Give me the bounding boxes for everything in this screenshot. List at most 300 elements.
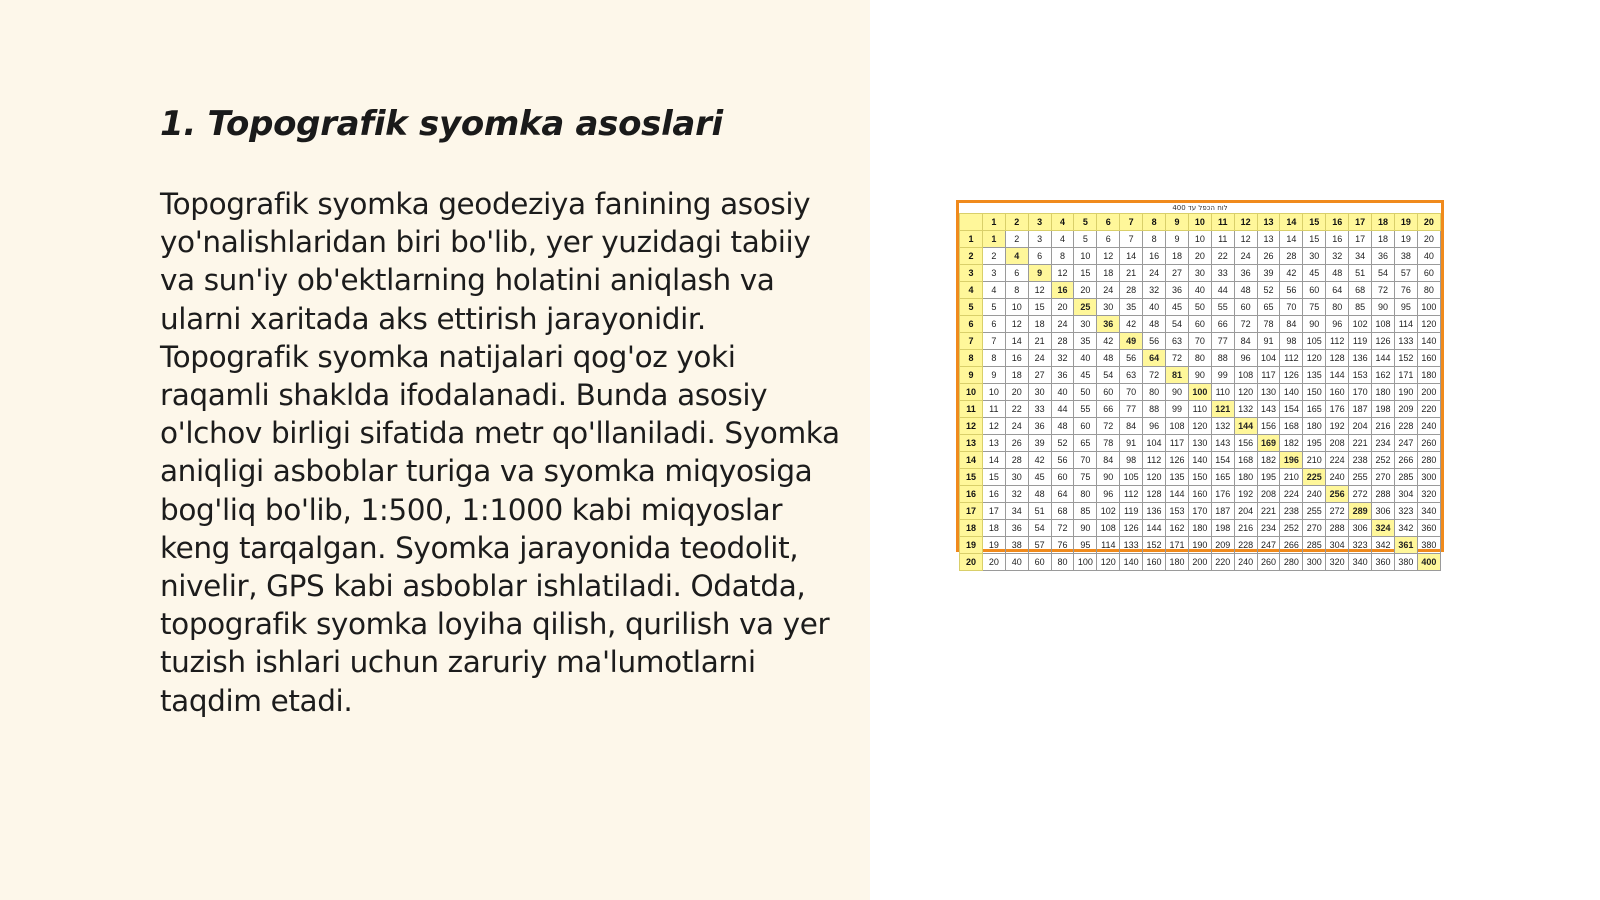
table-cell: 112 bbox=[1143, 452, 1166, 469]
table-cell: 85 bbox=[1074, 503, 1097, 520]
table-header-row bbox=[960, 214, 1441, 231]
table-cell: 220 bbox=[1417, 401, 1440, 418]
row-header: 6 bbox=[960, 316, 983, 333]
table-cell: 255 bbox=[1303, 503, 1326, 520]
table-cell: 35 bbox=[1120, 299, 1143, 316]
table-cell: 117 bbox=[1257, 367, 1280, 384]
table-cell: 200 bbox=[1188, 554, 1211, 571]
table-cell: 165 bbox=[1303, 401, 1326, 418]
table-cell: 221 bbox=[1349, 435, 1372, 452]
table-cell: 14 bbox=[982, 452, 1005, 469]
table-cell: 119 bbox=[1349, 333, 1372, 350]
row-header: 16 bbox=[960, 486, 983, 503]
table-cell: 24 bbox=[1097, 282, 1120, 299]
table-cell: 192 bbox=[1234, 486, 1257, 503]
multiplication-table bbox=[959, 213, 1441, 571]
table-cell: 342 bbox=[1372, 537, 1395, 554]
table-cell: 104 bbox=[1143, 435, 1166, 452]
table-cell: 320 bbox=[1326, 554, 1349, 571]
table-cell: 60 bbox=[1234, 299, 1257, 316]
table-row bbox=[960, 554, 1441, 571]
table-cell: 380 bbox=[1417, 537, 1440, 554]
row-header: 11 bbox=[960, 401, 983, 418]
table-cell: 119 bbox=[1120, 503, 1143, 520]
table-cell: 195 bbox=[1303, 435, 1326, 452]
table-cell: 247 bbox=[1257, 537, 1280, 554]
square-cell: 4 bbox=[1005, 248, 1028, 265]
table-cell: 90 bbox=[1166, 384, 1189, 401]
square-cell: 225 bbox=[1303, 469, 1326, 486]
table-cell: 144 bbox=[1372, 350, 1395, 367]
square-cell: 361 bbox=[1394, 537, 1417, 554]
table-cell: 12 bbox=[1028, 282, 1051, 299]
table-row bbox=[960, 537, 1441, 554]
table-cell: 143 bbox=[1211, 435, 1234, 452]
table-cell: 210 bbox=[1280, 469, 1303, 486]
table-cell: 32 bbox=[1051, 350, 1074, 367]
table-cell: 36 bbox=[1005, 520, 1028, 537]
table-cell: 10 bbox=[1074, 248, 1097, 265]
table-cell: 180 bbox=[1234, 469, 1257, 486]
table-cell: 22 bbox=[1005, 401, 1028, 418]
table-cell: 42 bbox=[1120, 316, 1143, 333]
table-cell: 90 bbox=[1097, 469, 1120, 486]
table-cell: 39 bbox=[1257, 265, 1280, 282]
table-cell: 144 bbox=[1143, 520, 1166, 537]
table-cell: 6 bbox=[1097, 231, 1120, 248]
table-cell: 7 bbox=[1120, 231, 1143, 248]
table-cell: 187 bbox=[1211, 503, 1234, 520]
table-cell: 48 bbox=[1097, 350, 1120, 367]
table-cell: 60 bbox=[1051, 469, 1074, 486]
table-cell: 39 bbox=[1028, 435, 1051, 452]
table-cell: 64 bbox=[1326, 282, 1349, 299]
table-row bbox=[960, 503, 1441, 520]
table-cell: 114 bbox=[1097, 537, 1120, 554]
table-cell: 28 bbox=[1120, 282, 1143, 299]
table-cell: 84 bbox=[1097, 452, 1120, 469]
table-cell: 12 bbox=[1234, 231, 1257, 248]
table-row bbox=[960, 384, 1441, 401]
table-cell: 72 bbox=[1166, 350, 1189, 367]
table-cell: 40 bbox=[1417, 248, 1440, 265]
table-cell: 34 bbox=[1349, 248, 1372, 265]
table-cell: 40 bbox=[1051, 384, 1074, 401]
table-cell: 36 bbox=[1166, 282, 1189, 299]
table-cell: 96 bbox=[1097, 486, 1120, 503]
table-cell: 80 bbox=[1143, 384, 1166, 401]
table-cell: 160 bbox=[1188, 486, 1211, 503]
table-cell: 132 bbox=[1234, 401, 1257, 418]
table-cell: 238 bbox=[1280, 503, 1303, 520]
table-cell: 342 bbox=[1394, 520, 1417, 537]
table-cell: 6 bbox=[1028, 248, 1051, 265]
table-cell: 6 bbox=[1005, 265, 1028, 282]
table-cell: 50 bbox=[1188, 299, 1211, 316]
table-cell: 16 bbox=[982, 486, 1005, 503]
table-cell: 9 bbox=[982, 367, 1005, 384]
table-cell: 72 bbox=[1234, 316, 1257, 333]
table-cell: 300 bbox=[1303, 554, 1326, 571]
table-cell: 234 bbox=[1257, 520, 1280, 537]
table-cell: 33 bbox=[1028, 401, 1051, 418]
table-cell: 140 bbox=[1120, 554, 1143, 571]
table-cell: 2 bbox=[1005, 231, 1028, 248]
table-cell: 182 bbox=[1257, 452, 1280, 469]
table-cell: 128 bbox=[1143, 486, 1166, 503]
table-cell: 288 bbox=[1372, 486, 1395, 503]
table-cell: 153 bbox=[1349, 367, 1372, 384]
table-row bbox=[960, 367, 1441, 384]
table-cell: 135 bbox=[1166, 469, 1189, 486]
table-cell: 55 bbox=[1074, 401, 1097, 418]
table-cell: 144 bbox=[1326, 367, 1349, 384]
table-cell: 56 bbox=[1051, 452, 1074, 469]
table-cell: 15 bbox=[982, 469, 1005, 486]
table-cell: 28 bbox=[1051, 333, 1074, 350]
slide-title: 1. Topografik syomka asoslari bbox=[160, 104, 723, 144]
table-cell: 50 bbox=[1074, 384, 1097, 401]
table-cell: 176 bbox=[1211, 486, 1234, 503]
table-cell: 30 bbox=[1028, 384, 1051, 401]
table-cell: 30 bbox=[1005, 469, 1028, 486]
column-header: 7 bbox=[1120, 214, 1143, 231]
table-cell: 4 bbox=[982, 282, 1005, 299]
table-cell: 135 bbox=[1303, 367, 1326, 384]
square-cell: 324 bbox=[1372, 520, 1395, 537]
table-cell: 133 bbox=[1120, 537, 1143, 554]
table-cell: 16 bbox=[1326, 231, 1349, 248]
table-cell: 2 bbox=[982, 248, 1005, 265]
table-cell: 36 bbox=[1234, 265, 1257, 282]
column-header: 18 bbox=[1372, 214, 1395, 231]
column-header: 14 bbox=[1280, 214, 1303, 231]
table-cell: 204 bbox=[1349, 418, 1372, 435]
column-header: 13 bbox=[1257, 214, 1280, 231]
table-cell: 60 bbox=[1097, 384, 1120, 401]
row-header: 3 bbox=[960, 265, 983, 282]
column-header: 2 bbox=[1005, 214, 1028, 231]
table-cell: 128 bbox=[1326, 350, 1349, 367]
table-row bbox=[960, 248, 1441, 265]
table-cell: 156 bbox=[1234, 435, 1257, 452]
table-cell: 75 bbox=[1074, 469, 1097, 486]
table-cell: 98 bbox=[1120, 452, 1143, 469]
table-cell: 24 bbox=[1005, 418, 1028, 435]
table-cell: 108 bbox=[1234, 367, 1257, 384]
column-header: 17 bbox=[1349, 214, 1372, 231]
table-cell: 18 bbox=[1005, 367, 1028, 384]
table-cell: 26 bbox=[1005, 435, 1028, 452]
table-cell: 51 bbox=[1349, 265, 1372, 282]
table-cell: 75 bbox=[1303, 299, 1326, 316]
table-row bbox=[960, 282, 1441, 299]
table-cell: 6 bbox=[982, 316, 1005, 333]
table-cell: 33 bbox=[1211, 265, 1234, 282]
table-cell: 153 bbox=[1166, 503, 1189, 520]
table-cell: 5 bbox=[982, 299, 1005, 316]
table-cell: 27 bbox=[1028, 367, 1051, 384]
table-cell: 285 bbox=[1394, 469, 1417, 486]
table-cell: 8 bbox=[982, 350, 1005, 367]
table-cell: 162 bbox=[1372, 367, 1395, 384]
table-row bbox=[960, 231, 1441, 248]
square-cell: 121 bbox=[1211, 401, 1234, 418]
table-cell: 98 bbox=[1280, 333, 1303, 350]
table-cell: 91 bbox=[1120, 435, 1143, 452]
table-cell: 42 bbox=[1280, 265, 1303, 282]
table-cell: 252 bbox=[1372, 452, 1395, 469]
table-cell: 13 bbox=[1257, 231, 1280, 248]
square-cell: 400 bbox=[1417, 554, 1440, 571]
table-cell: 80 bbox=[1074, 486, 1097, 503]
table-cell: 228 bbox=[1394, 418, 1417, 435]
table-cell: 60 bbox=[1028, 554, 1051, 571]
table-cell: 12 bbox=[982, 418, 1005, 435]
table-cell: 8 bbox=[1143, 231, 1166, 248]
row-header: 17 bbox=[960, 503, 983, 520]
table-cell: 30 bbox=[1303, 248, 1326, 265]
table-cell: 60 bbox=[1303, 282, 1326, 299]
row-header: 13 bbox=[960, 435, 983, 452]
table-cell: 152 bbox=[1394, 350, 1417, 367]
table-cell: 198 bbox=[1211, 520, 1234, 537]
table-cell: 85 bbox=[1349, 299, 1372, 316]
table-cell: 198 bbox=[1372, 401, 1395, 418]
table-cell: 117 bbox=[1166, 435, 1189, 452]
table-cell: 165 bbox=[1211, 469, 1234, 486]
table-cell: 380 bbox=[1394, 554, 1417, 571]
table-cell: 66 bbox=[1211, 316, 1234, 333]
table-row bbox=[960, 469, 1441, 486]
table-cell: 228 bbox=[1234, 537, 1257, 554]
table-cell: 130 bbox=[1257, 384, 1280, 401]
table-cell: 22 bbox=[1211, 248, 1234, 265]
table-row bbox=[960, 350, 1441, 367]
table-cell: 99 bbox=[1211, 367, 1234, 384]
table-cell: 24 bbox=[1234, 248, 1257, 265]
table-cell: 288 bbox=[1326, 520, 1349, 537]
table-cell: 70 bbox=[1074, 452, 1097, 469]
column-header: 4 bbox=[1051, 214, 1074, 231]
table-cell: 126 bbox=[1280, 367, 1303, 384]
table-cell: 112 bbox=[1326, 333, 1349, 350]
table-cell: 120 bbox=[1303, 350, 1326, 367]
table-cell: 272 bbox=[1349, 486, 1372, 503]
table-cell: 9 bbox=[1166, 231, 1189, 248]
column-header: 10 bbox=[1188, 214, 1211, 231]
table-cell: 209 bbox=[1394, 401, 1417, 418]
table-cell: 90 bbox=[1372, 299, 1395, 316]
table-cell: 170 bbox=[1349, 384, 1372, 401]
table-row bbox=[960, 316, 1441, 333]
row-header: 20 bbox=[960, 554, 983, 571]
table-cell: 360 bbox=[1417, 520, 1440, 537]
table-cell: 52 bbox=[1051, 435, 1074, 452]
table-cell: 120 bbox=[1188, 418, 1211, 435]
table-cell: 56 bbox=[1143, 333, 1166, 350]
table-cell: 10 bbox=[982, 384, 1005, 401]
table-cell: 48 bbox=[1326, 265, 1349, 282]
table-cell: 110 bbox=[1188, 401, 1211, 418]
table-cell: 176 bbox=[1326, 401, 1349, 418]
table-cell: 260 bbox=[1417, 435, 1440, 452]
table-cell: 104 bbox=[1257, 350, 1280, 367]
table-row bbox=[960, 452, 1441, 469]
table-cell: 63 bbox=[1120, 367, 1143, 384]
table-cell: 180 bbox=[1372, 384, 1395, 401]
table-cell: 54 bbox=[1097, 367, 1120, 384]
table-cell: 340 bbox=[1349, 554, 1372, 571]
table-cell: 3 bbox=[982, 265, 1005, 282]
table-cell: 44 bbox=[1211, 282, 1234, 299]
table-cell: 76 bbox=[1394, 282, 1417, 299]
table-cell: 28 bbox=[1005, 452, 1028, 469]
table-cell: 100 bbox=[1074, 554, 1097, 571]
table-cell: 12 bbox=[1005, 316, 1028, 333]
table-cell: 323 bbox=[1394, 503, 1417, 520]
table-cell: 105 bbox=[1303, 333, 1326, 350]
table-cell: 48 bbox=[1234, 282, 1257, 299]
table-cell: 17 bbox=[1349, 231, 1372, 248]
row-header: 2 bbox=[960, 248, 983, 265]
table-cell: 136 bbox=[1143, 503, 1166, 520]
table-cell: 156 bbox=[1257, 418, 1280, 435]
table-cell: 168 bbox=[1234, 452, 1257, 469]
table-cell: 108 bbox=[1097, 520, 1120, 537]
column-header: 11 bbox=[1211, 214, 1234, 231]
table-cell: 12 bbox=[1051, 265, 1074, 282]
table-cell: 220 bbox=[1211, 554, 1234, 571]
table-cell: 15 bbox=[1303, 231, 1326, 248]
table-cell: 30 bbox=[1074, 316, 1097, 333]
table-cell: 150 bbox=[1188, 469, 1211, 486]
square-cell: 289 bbox=[1349, 503, 1372, 520]
table-cell: 13 bbox=[982, 435, 1005, 452]
table-cell: 160 bbox=[1417, 350, 1440, 367]
table-cell: 18 bbox=[982, 520, 1005, 537]
table-cell: 36 bbox=[1028, 418, 1051, 435]
table-cell: 105 bbox=[1120, 469, 1143, 486]
table-cell: 17 bbox=[982, 503, 1005, 520]
table-cell: 108 bbox=[1372, 316, 1395, 333]
table-cell: 8 bbox=[1051, 248, 1074, 265]
table-cell: 18 bbox=[1372, 231, 1395, 248]
square-cell: 256 bbox=[1326, 486, 1349, 503]
table-cell: 208 bbox=[1326, 435, 1349, 452]
table-cell: 180 bbox=[1303, 418, 1326, 435]
table-cell: 60 bbox=[1417, 265, 1440, 282]
table-cell: 108 bbox=[1166, 418, 1189, 435]
table-cell: 5 bbox=[1074, 231, 1097, 248]
table-row bbox=[960, 299, 1441, 316]
table-cell: 63 bbox=[1166, 333, 1189, 350]
table-cell: 20 bbox=[1074, 282, 1097, 299]
table-cell: 247 bbox=[1394, 435, 1417, 452]
table-cell: 216 bbox=[1372, 418, 1395, 435]
row-header: 14 bbox=[960, 452, 983, 469]
table-cell: 132 bbox=[1211, 418, 1234, 435]
table-caption: לוח הכפל עד 400 bbox=[1172, 204, 1228, 212]
table-cell: 260 bbox=[1257, 554, 1280, 571]
table-cell: 80 bbox=[1051, 554, 1074, 571]
square-cell: 9 bbox=[1028, 265, 1051, 282]
table-cell: 110 bbox=[1211, 384, 1234, 401]
table-cell: 91 bbox=[1257, 333, 1280, 350]
table-cell: 285 bbox=[1303, 537, 1326, 554]
table-cell: 280 bbox=[1280, 554, 1303, 571]
table-cell: 216 bbox=[1234, 520, 1257, 537]
table-cell: 19 bbox=[1394, 231, 1417, 248]
table-cell: 11 bbox=[1211, 231, 1234, 248]
table-cell: 221 bbox=[1257, 503, 1280, 520]
table-corner-cell bbox=[960, 214, 983, 231]
table-cell: 45 bbox=[1028, 469, 1051, 486]
table-cell: 180 bbox=[1188, 520, 1211, 537]
table-cell: 66 bbox=[1097, 401, 1120, 418]
table-cell: 72 bbox=[1372, 282, 1395, 299]
table-cell: 8 bbox=[1005, 282, 1028, 299]
table-cell: 80 bbox=[1326, 299, 1349, 316]
table-cell: 40 bbox=[1074, 350, 1097, 367]
table-cell: 323 bbox=[1349, 537, 1372, 554]
table-cell: 224 bbox=[1280, 486, 1303, 503]
table-cell: 20 bbox=[982, 554, 1005, 571]
table-cell: 140 bbox=[1417, 333, 1440, 350]
table-cell: 70 bbox=[1188, 333, 1211, 350]
table-cell: 20 bbox=[1417, 231, 1440, 248]
table-cell: 180 bbox=[1166, 554, 1189, 571]
row-header: 8 bbox=[960, 350, 983, 367]
table-cell: 16 bbox=[1005, 350, 1028, 367]
table-cell: 300 bbox=[1417, 469, 1440, 486]
table-cell: 56 bbox=[1280, 282, 1303, 299]
table-cell: 36 bbox=[1051, 367, 1074, 384]
table-cell: 360 bbox=[1372, 554, 1395, 571]
table-cell: 21 bbox=[1028, 333, 1051, 350]
table-cell: 54 bbox=[1028, 520, 1051, 537]
table-cell: 200 bbox=[1417, 384, 1440, 401]
table-cell: 64 bbox=[1051, 486, 1074, 503]
square-cell: 64 bbox=[1143, 350, 1166, 367]
table-cell: 54 bbox=[1372, 265, 1395, 282]
table-cell: 120 bbox=[1143, 469, 1166, 486]
table-cell: 60 bbox=[1074, 418, 1097, 435]
table-cell: 72 bbox=[1097, 418, 1120, 435]
table-cell: 150 bbox=[1303, 384, 1326, 401]
table-cell: 35 bbox=[1074, 333, 1097, 350]
multiplication-table-image bbox=[956, 200, 1444, 567]
table-cell: 168 bbox=[1280, 418, 1303, 435]
table-cell: 84 bbox=[1280, 316, 1303, 333]
table-cell: 32 bbox=[1326, 248, 1349, 265]
table-cell: 65 bbox=[1257, 299, 1280, 316]
table-cell: 102 bbox=[1349, 316, 1372, 333]
table-cell: 45 bbox=[1166, 299, 1189, 316]
table-cell: 240 bbox=[1303, 486, 1326, 503]
table-cell: 143 bbox=[1257, 401, 1280, 418]
table-cell: 252 bbox=[1280, 520, 1303, 537]
table-cell: 340 bbox=[1417, 503, 1440, 520]
table-cell: 190 bbox=[1188, 537, 1211, 554]
table-cell: 171 bbox=[1394, 367, 1417, 384]
table-cell: 11 bbox=[982, 401, 1005, 418]
table-cell: 320 bbox=[1417, 486, 1440, 503]
table-row bbox=[960, 333, 1441, 350]
table-cell: 70 bbox=[1280, 299, 1303, 316]
table-row bbox=[960, 418, 1441, 435]
table-cell: 48 bbox=[1051, 418, 1074, 435]
